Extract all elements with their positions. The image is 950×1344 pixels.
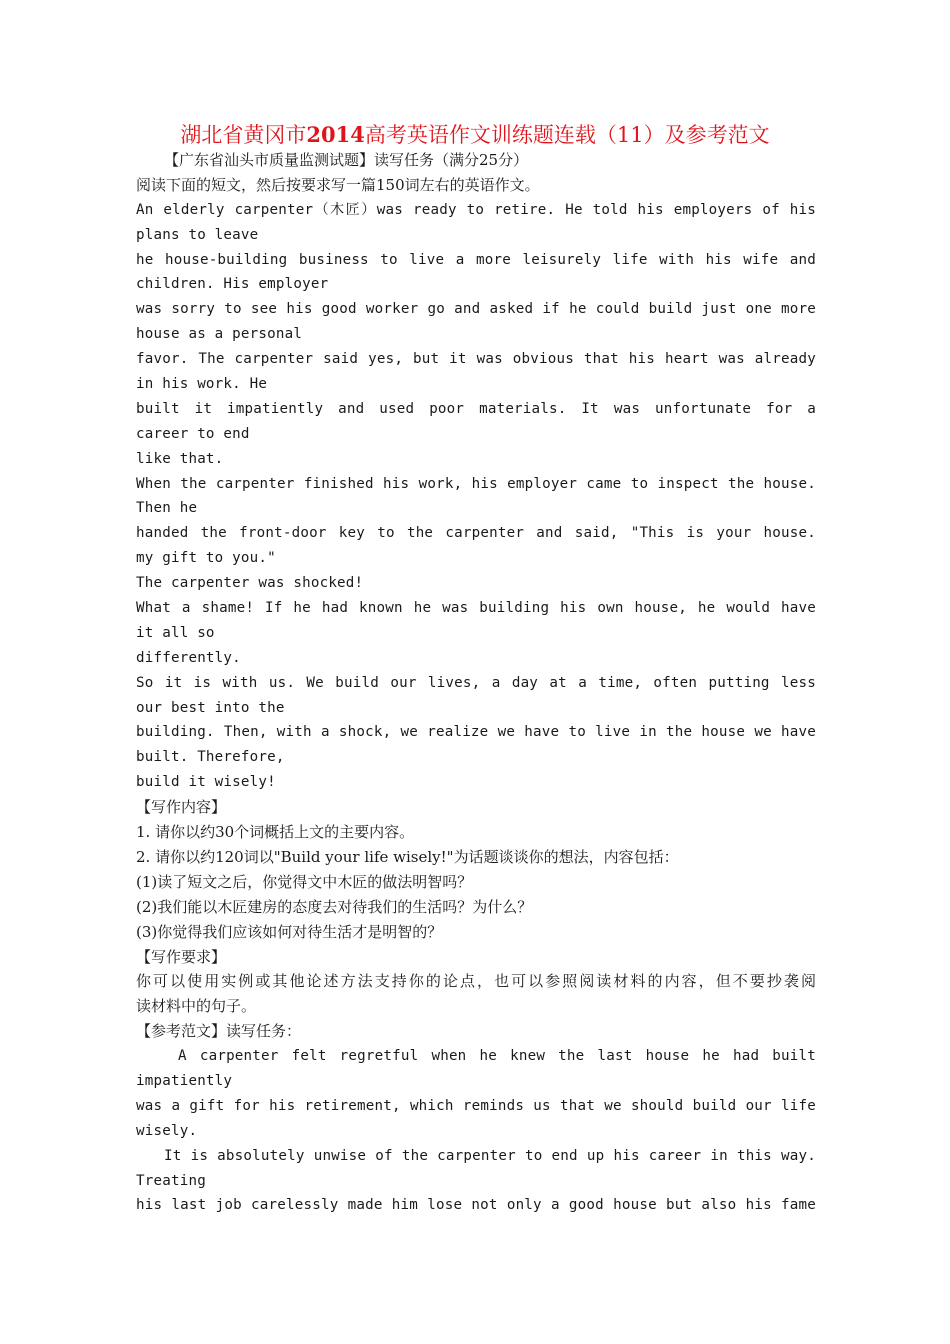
text-line: 1. 请你以约30个词概括上文的主要内容。	[136, 823, 415, 842]
text-line: was a gift for his retirement, which reminds us that we should build our life	[136, 1097, 816, 1114]
text-line: 【广东省汕头市质量监测试题】读写任务（满分25分）	[164, 151, 529, 169]
text-line: wisely.	[136, 1122, 198, 1139]
document-title	[0, 120, 950, 150]
text-line: 阅读下面的短文，然后按要求写一篇150词左右的英语作文。	[136, 175, 540, 194]
text-line: Then he	[136, 500, 198, 517]
text-line: 【写作要求】	[136, 947, 227, 966]
title-prefix: 湖北省黄冈市	[180, 123, 307, 147]
text-line: my gift to you."	[136, 550, 276, 567]
text-line: he house-building business to live a more leisurely life with his wife and	[136, 251, 816, 268]
text-line: differently.	[136, 649, 241, 666]
text-line: plans to leave	[136, 226, 259, 243]
text-line: was sorry to see his good worker go and asked if he could build just one more	[136, 301, 816, 318]
text-line: (2)我们能以木匠建房的态度去对待我们的生活吗？为什么？	[136, 897, 533, 916]
text-line: our best into the	[136, 699, 285, 716]
text-line: handed the front-door key to the carpenter and said, "This is your house.	[136, 525, 816, 542]
document-body	[136, 148, 816, 1218]
text-line: career to end	[136, 425, 250, 442]
text-line: impatiently	[136, 1072, 233, 1089]
text-line: children. His employer	[136, 276, 329, 293]
text-line: When the carpenter finished his work, his employer came to inspect the house.	[136, 475, 816, 492]
text-line: in his work. He	[136, 376, 268, 393]
text-line: built it impatiently and used poor materials. It was unfortunate for a	[136, 400, 816, 417]
text-line: Treating	[136, 1172, 206, 1189]
text-line: (3)你觉得我们应该如何对待生活才是明智的？	[136, 922, 443, 941]
text-line: favor. The carpenter said yes, but it was obvious that his heart was already	[136, 351, 816, 368]
text-line: It is absolutely unwise of the carpenter to end up his career in this way.	[164, 1147, 816, 1164]
text-line: What a shame! If he had known he was building his own house, he would have	[136, 600, 816, 617]
text-line: 【参考范文】读写任务：	[136, 1022, 302, 1041]
text-line: 2. 请你以约120词以"Build your life wisely!"为话题谈谈你的想法，内容包括：	[136, 847, 679, 866]
text-line: like that.	[136, 450, 224, 467]
text-line: A carpenter felt regretful when he knew the last house he had built	[178, 1048, 816, 1065]
title-year: 2014	[306, 122, 365, 147]
text-line: 【写作内容】	[136, 798, 227, 817]
text-line: build it wisely!	[136, 774, 276, 791]
text-line: 你可以使用实例或其他论述方法支持你的论点，也可以参照阅读材料的内容，但不要抄袭阅	[136, 972, 816, 991]
text-line: it all so	[136, 624, 215, 641]
text-line: (1)读了短文之后，你觉得文中木匠的做法明智吗？	[136, 872, 473, 891]
text-line: 读材料中的句子。	[136, 997, 257, 1016]
text-line: his last job carelessly made him lose not only a good house but also his fame	[136, 1197, 816, 1214]
text-line: An elderly carpenter（木匠）was ready to retire. He told his employers of his	[136, 201, 816, 218]
text-line: built. Therefore,	[136, 749, 285, 766]
title-suffix: 高考英语作文训练题连载（11）及参考范文	[364, 123, 770, 147]
text-line: house as a personal	[136, 326, 303, 343]
text-line: So it is with us. We build our lives, a day at a time, often putting less	[136, 674, 816, 691]
text-line: The carpenter was shocked!	[136, 575, 364, 592]
text-line: building. Then, with a shock, we realize we have to live in the house we have	[136, 724, 816, 741]
